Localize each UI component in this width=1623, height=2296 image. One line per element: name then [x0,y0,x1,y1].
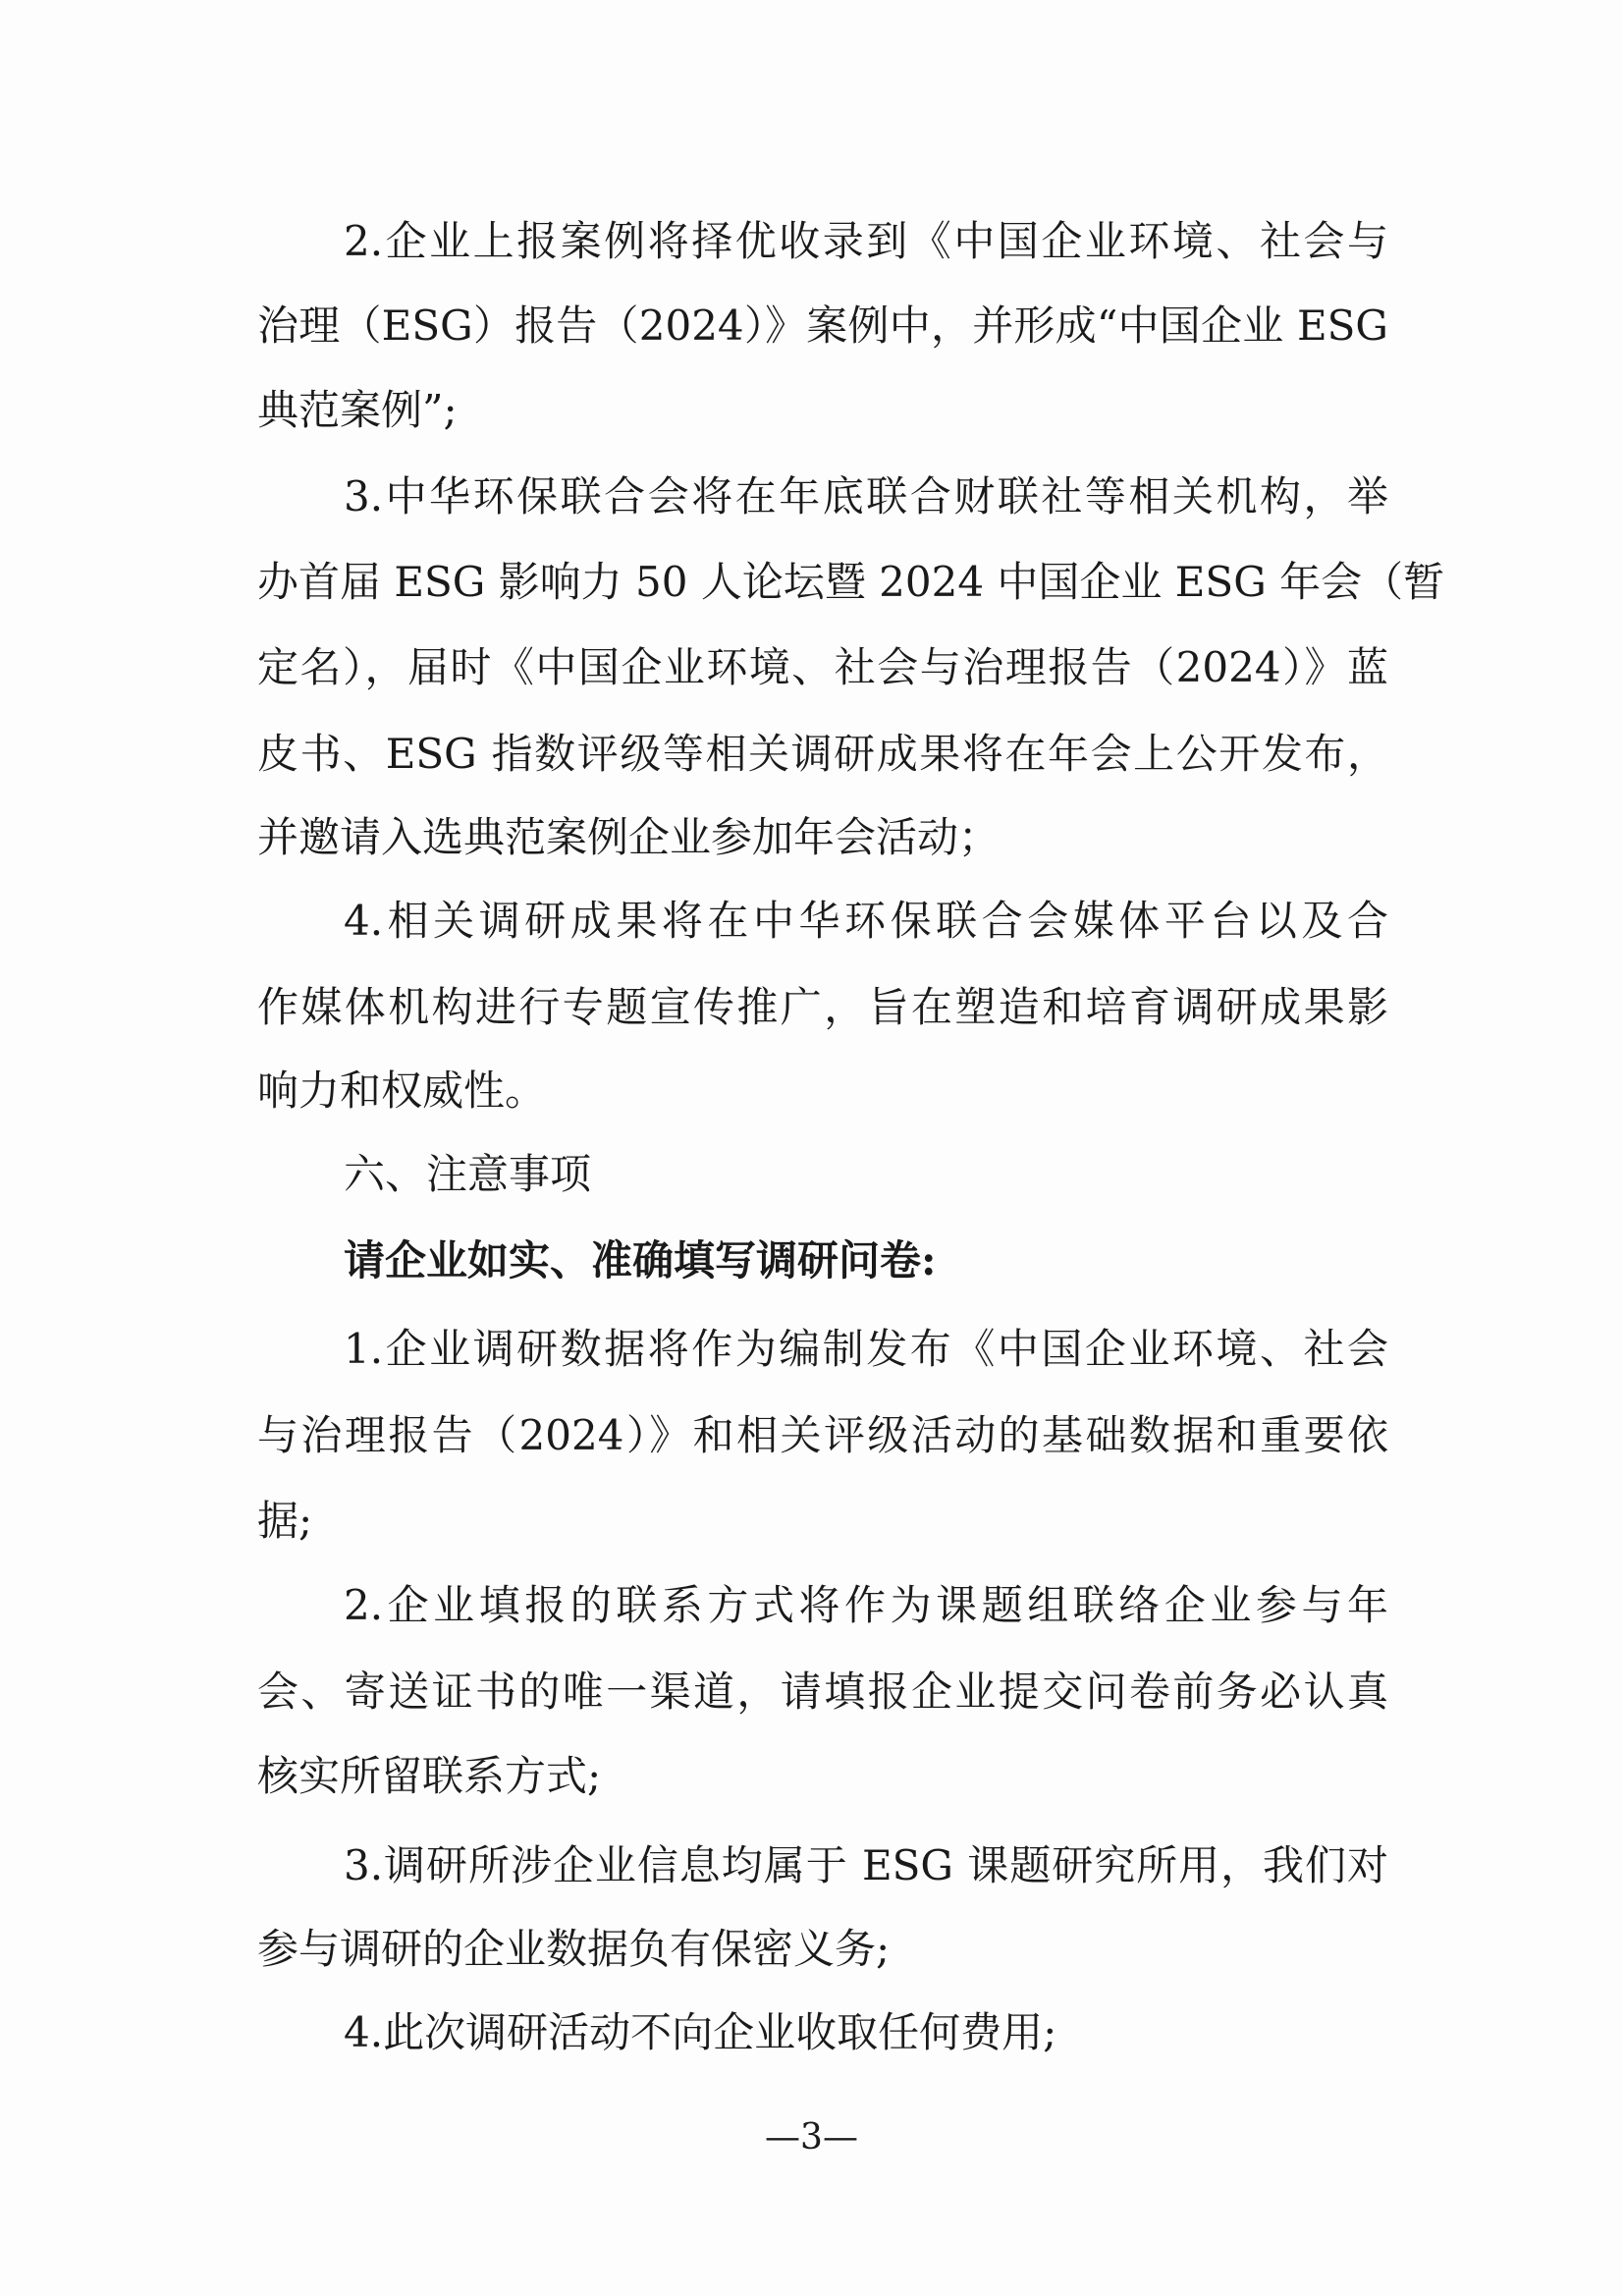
body-line: 并邀请入选典范案例企业参加年会活动； [257,813,1001,861]
body-line: 2.企业上报案例将择优收录到《中国企业环境、社会与 [344,217,1388,265]
body-line: 3.中华环保联合会将在年底联合财联社等相关机构，举 [344,472,1388,520]
body-line: 典范案例”; [257,386,458,434]
body-line: 治理（ESG）报告（2024）》案例中，并形成“中国企业 ESG [257,301,1388,350]
body-line: 核实所留联系方式; [257,1752,602,1800]
body-line: 4.此次调研活动不向企业收取任何费用; [344,2008,1057,2056]
body-line: 皮书、ESG 指数评级等相关调研成果将在年会上公开发布， [257,730,1388,778]
body-line: 3.调研所涉企业信息均属于 ESG 课题研究所用，我们对 [344,1841,1388,1889]
body-line: 1.企业调研数据将作为编制发布《中国企业环境、社会 [344,1325,1388,1373]
body-line: 响力和权威性。 [257,1066,547,1115]
body-line: 与治理报告（2024）》和相关评级活动的基础数据和重要依 [257,1411,1388,1459]
page-number: —3— [765,2117,858,2158]
body-line: 4.相关调研成果将在中华环保联合会媒体平台以及合 [344,897,1388,945]
section-heading: 六、注意事项 [344,1150,592,1198]
body-line: 作媒体机构进行专题宣传推广，旨在塑造和培育调研成果影 [257,983,1388,1031]
body-line: 定名），届时《中国企业环境、社会与治理报告（2024）》蓝 [257,643,1388,691]
body-line: 据; [257,1497,313,1545]
body-line: 办首届 ESG 影响力 50 人论坛暨 2024 中国企业 ESG 年会（暂 [257,558,1445,606]
body-line: 2.企业填报的联系方式将作为课题组联络企业参与年 [344,1581,1388,1629]
body-line: 会、寄送证书的唯一渠道，请填报企业提交问卷前务必认真 [257,1667,1388,1716]
bold-instruction: 请企业如实、准确填写调研问卷: [344,1236,937,1285]
body-line: 参与调研的企业数据负有保密义务; [257,1925,891,1973]
